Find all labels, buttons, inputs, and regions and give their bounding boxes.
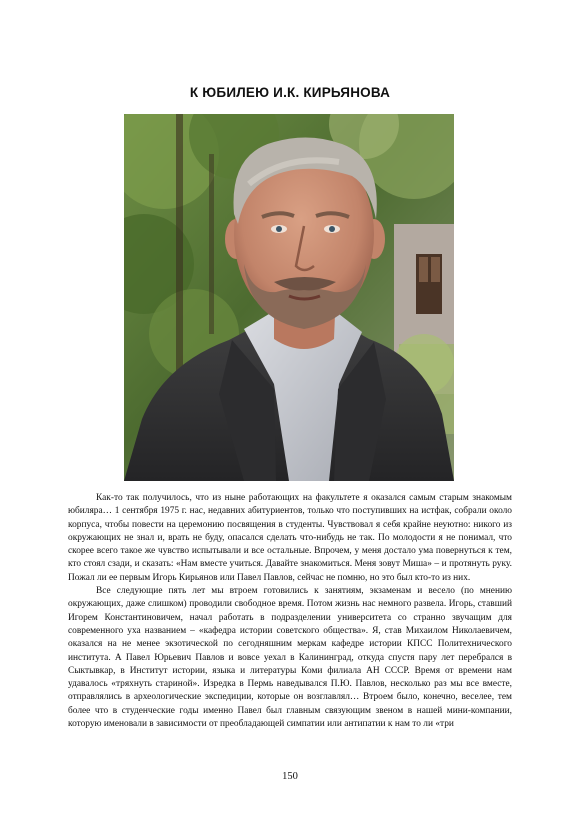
paragraph: Все следующие пять лет мы втроем готовились к занятиям, экзаменам и весело (по мнению окружающих, даже слишком) проводили свободное время. Потом жизнь нас немного развела. Игорь, ставший Игорем Константиновичем, начал работать в подразделении университета со странно звучащим для современного уха названием – «кафедра истории советского общества». Я, став Михаилом Николаевичем, оказался на не менее экзотической по сегодняшним меркам кафедре истории КПСС Политехнического института. А Павел Юрьевич Павлов и вовсе уехал в Калининград, откуда спустя пару лет перебрался в Сыктывкар, в Институт истории, языка и литературы Коми филиала АН СССР. Время от времени нам удавалось «тряхнуть стариной». Изредка в Пермь наведывался П.Ю. Павлов, несколько раз мы все вместе, отправлялись в археологические экспедиции, которые он возглавлял… Втроем было, конечно, веселее, тем более что в студенческие годы именно Павел был главным связующим звеном в нашей мини-компании, которую именовали в зависимости от преобладающей симпатии или антипатии к нам то ли «три [68,586,512,730]
page-number: 150 [282,771,298,782]
article-body [68,492,512,731]
page-title: К ЮБИЛЕЮ И.К. КИРЬЯНОВА [189,85,391,100]
paragraph: Как-то так получилось, что из ныне работающих на факультете я оказался самым старым знакомым юбиляра… 1 сентября 1975 г. нас, недавних абитуриентов, только что поступивших на истфак, собрали около корпуса, чтобы повести на церемонию посвящения в студенты. Чувствовал я себя крайне неуютно: никого из окружающих не знал и, врать не буду, опасался сделать что-нибудь не так. По молодости я не понимал, что скорее всего такое же чувство испытывали и все остальные. Впрочем, у меня достало ума повернуться к тем, кто стоял сзади, и сказать: «Нам вместе учиться. Давайте знакомиться. Меня зовут Миша» – и протянуть руку. Пожал ли ее первым Игорь Кирьянов или Павел Павлов, сейчас не помню, но это был кто-то из них. [68,493,512,583]
portrait-photo [124,114,454,481]
